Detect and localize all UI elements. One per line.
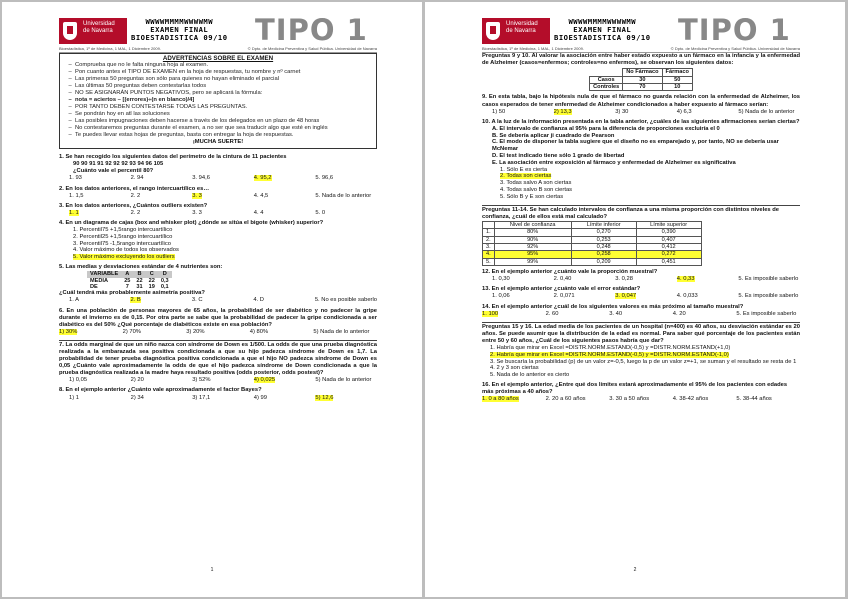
questions-9-10-intro: Preguntas 9 y 10. Al valorar la asociación entre haber estado expuesto a un fármaco en la infancia y la enfermedad de Alzheimer (casos=enfermos; controles=no enfermos), se observan los siguientes datos: [482, 53, 800, 67]
header-title: WWWWMMMMWWWWMW EXAMEN FINAL BIOESTADISTICA 09/10 [554, 17, 651, 42]
warnings-box: ADVERTENCIAS SOBRE EL EXAMEN – Comprueba que no le falta ninguna hoja al examen. – Pon cuanto antes el TIPO DE EXAMEN en la hoja de respuestas, tu nombre y nº carnet – Las primeras 50 preguntas son sólo para quienes no hayan eliminado el parcial – Las últimas 50 preguntas deben contestarlas todos – NO SE ASIGNARÁN PUNTOS NEGATIVOS, pero se aplicará la fórmula: – nota = aciertos – [(errores)÷(n en blanco)/4] – POR TANTO DEBEN CONTESTARSE TODAS LAS PREGUNTAS. – Se pondrán hoy en atl las soluciones – Las posibles impugnaciones deben hacerse a través de los delegados en un plazo de 48 horas – No contestaremos preguntas durante el examen, a no ser que sea traducir algo que esté en inglés – Te puedes llevar estas hojas de preguntas, basta con entregar la hoja de respuestas. ¡MUCHA SUERTE! [59, 53, 377, 149]
page1-content [59, 53, 377, 402]
crest-icon [486, 22, 500, 40]
header-title: WWWWMMMMWWWWMW EXAMEN FINAL BIOESTADISTICA 09/10 [131, 17, 228, 42]
question-5: 5. Las medias y desviaciones estándar de 4 nutrientes son: VARIABLE A B C D MEDIA 25 22 22 0,3 DE 7 31 19 0,1 ¿Cuál tendrá más probablemente asimetría positiva? 1. A 2. B 3. C 4. D 5. No es posible saberlo [59, 264, 378, 304]
question-16: 16. En el ejemplo anterior, ¿Entre qué dos límites estará aproximadamente el 95% de los pacientes con edades más próximas a 40 años? 1. 0 a 80 años 2. 20 a 60 años 3. 30 a 50 años 4. 38-42 años 5. 38-44 años [482, 382, 788, 403]
page2-content [482, 53, 800, 403]
exam-type: TIPO 1 [255, 13, 368, 47]
questions-15-16-section: Preguntas 15 y 16. La edad media de los pacientes de un hospital (n=400) es 40 años, su desviación estándar es 20 años. Se puede asumir que la distribución de la edad es normal. Para saber qué porcentaje de los pacientes están entre 50 y 60 años, ¿Cuál de los siguientes pasos habría que dar? 1. Habría que mirar en Excel =DISTR.NORM.ESTAND(-0,5) y =DISTR.NORM.ESTAND(+1,0) 2. Habría que mirar en Excel =DISTR.NORM.ESTAND(-0,5) y =DISTR.NORM.ESTAND(-1,0) 3. Se buscaría la probabilidad (p) de un valor z=-0,5, luego la p de un valor z=+1, se suman y el resultado se resta de 1 4. 2 y 3 son ciertas 5. Nada de lo anterior es cierto [482, 323, 800, 379]
question-7: 7. La odds marginal de que un niño nazca con síndrome de Down es 1/500. La odds de que una prueba diagnóstica realizada a la embarazada sea positiva condicionada a que su hijo padezca síndrome de Down es 1,7. La probabilidad de tener prueba diagnóstica positiva condicionada a que el hijo NO padezca síndrome de Down es 0,05 ¿Cuánto vale aproximadamente la odds de que el hijo padezca síndrome de Down condicionada a que la prueba diagnóstica realizada a la madre haya resultado positiva (odds posterior, odds postest)? 1) 0,05 2) 20 3) 52% 4) 0,025 5) Nada de lo anterior [59, 341, 377, 384]
question-6: 6. En una población de personas mayores de 65 años, la probabilidad de ser diabético y no padecer la gripe durante el invierno es de 0,15. Por otra parte se sabe que la probabilidad de padecer la gripe condicionada a ser diabético es del 50% ¿Qué porcentaje de diabéticos existe en esa población? 1) 30% 2) 70% 3) 20% 4) 80% 5) Nada de lo anterior [59, 307, 377, 335]
page-number: 2 [633, 567, 637, 573]
question-1: 1. Se han recogido los siguientes datos del perímetro de la cintura de 11 pacientes 90 90 91 91 92 92 92 93 94 96 105 ¿Cuánto vale el percentil 80? 1. 93 2. 94 3. 94,6 4. 95,2 5. 96,6 [59, 154, 334, 182]
question-12: 12. En el ejemplo anterior ¿cuánto vale la proporción muestral? 1. 0,30 2. 0,40 3. 0,28 4. 0,33 5. Es imposible saberlo [482, 269, 799, 283]
question-4: 4. En un diagrama de cajas (box and whisker plot) ¿dónde se sitúa el bigote (whisker) superior? 1. Percentil75 +1,5rango intercuartílico 2. Percentil25 +1,5rango intercuartílico 3. Percentil75 -1,5rango intercuartílico 4. Valor máximo de todos los observados 5. Valor máximo excluyendo los outliers [59, 219, 324, 261]
warnings-list: – Comprueba que no le falta ninguna hoja al examen. – Pon cuanto antes el TIPO DE EXAMEN en la hoja de respuestas, tu nombre y nº carnet – Las primeras 50 preguntas son sólo para quienes no hayan eliminado el parcial – Las últimas 50 preguntas deben contestarlas todos – NO SE ASIGNARÁN PUNTOS NEGATIVOS, pero se aplicará la fórmula: – nota = aciertos – [(errores)÷(n en blanco)/4] – POR TANTO DEBEN CONTESTARSE TODAS LAS PREGUNTAS. – Se pondrán hoy en atl las soluciones – Las posibles impugnaciones deben hacerse a través de los delegados en un plazo de 48 horas – No contestaremos preguntas durante el examen, a no ser que sea traducir algo que esté en inglés – Te puedes llevar estas hojas de preguntas, basta con entregar la hoja de respuestas. [63, 62, 373, 139]
header-subline: Bioestadística, 1º de Medicina, 1 MAL, 1 Diciembre 2009. © Dpto. de Medicina Preventiva y Salud Pública. Universidad de Navarra [482, 46, 800, 51]
question-3: 3. En los datos anteriores, ¿Cuántos outliers existen? 1. 1 2. 2 3. 3 4. 4 5. 0 [59, 202, 326, 216]
question-13: 13. En el ejemplo anterior ¿cuánto vale el error estándar? 1. 0,06 2. 0,071 3. 0,047 4. 0,033 5. Es imposible saberlo [482, 286, 799, 300]
exam-type: TIPO 1 [678, 13, 791, 47]
question-14: 14. En el ejemplo anterior ¿cuál de los siguientes valores es más próximo al tamaño muestral? 1. 100 2. 60 3. 40 4. 20 5. Es imposible saberlo [482, 303, 797, 317]
university-logo: Universidad de Navarra [482, 18, 550, 44]
confidence-interval-table: Nivel de confianza Límite inferior Límite superior 1. 80% 0,270 0,390 2. 90% 0,253 0,407 3. 92% 0,248 0,412 4. 95% 0,258 0,272 5. 99% 0,209 0,451 [482, 221, 702, 266]
page-header [59, 13, 393, 47]
exam-page-1 [2, 2, 422, 597]
question-9: 9. En esta tabla, bajo la hipótesis nula de que el fármaco no guarda relación con la enfermedad de Alzheimer, los casos esperados de tener enfermedad de Alzheimer condicionados a haber expuesto al fármaco serían: 1) 50 2) 13,3 3) 30 4) 6,3 5) Nada de lo anterior [482, 94, 800, 115]
question-2: 2. En los datos anteriores, el rango intercuartílico es… 1. 1,5 2. 2 3. 3 4. 4,5 5. Nada de lo anterior [59, 185, 372, 199]
nutrients-table: VARIABLE A B C D MEDIA 25 22 22 0,3 DE 7 31 19 0,1 [87, 271, 172, 290]
header-subline: Bioestadística, 1º de Medicina, 1 MAL, 1 Diciembre 2009. © Dpto. de Medicina Preventiva y Salud Pública. Universidad de Navarra [59, 46, 377, 51]
crest-icon [63, 22, 77, 40]
page-number: 1 [210, 567, 214, 573]
questions-11-14-section: Preguntas 11-14. Se han calculado intervalos de confianza a una misma proporción con distintos niveles de confianza, ¿cuál de ellos está mal calculado? Nivel de confianza Límite inferior Límite superior 1. 80% 0,270 0,390 2. 90% 0,253 0,407 3. 92% 0,248 0,412 4. 95% 0,258 0,272 5. 99% 0,209 0,451 [482, 205, 800, 267]
alzheimer-table: No Fármaco Fármaco Casos 30 50 Controles 70 10 [589, 68, 693, 91]
question-10: 10. A la luz de la información presentada en la tabla anterior, ¿cuáles de las siguientes afirmaciones serían ciertas? A. El intervalo de confianza al 95% para la diferencia de proporciones excluiría el 0 B. Se debería aplicar ji cuadrado de Pearson C. El modo de disponer la tabla sugiere que el diseño no es emparejado y, por tanto, NO se debería usar McNemar D. El test indicado tiene sólo 1 grado de libertad E. La asociación entre exposición al fármaco y enfermedad de Alzheimer es significativa 1. Sólo E es cierta 2. Todas son ciertas 3. Todas salvo A son ciertas 4. Todas salvo B son ciertas 5. Sólo B y E son ciertas [482, 118, 800, 200]
question-8: 8. En el ejemplo anterior ¿Cuánto vale aproximadamente el factor Bayes? 1) 1 2) 34 3) 17,1 4) 99 5) 12,6 [59, 387, 334, 401]
page-header [482, 13, 816, 47]
university-logo: Universidad de Navarra [59, 18, 127, 44]
exam-page-2 [425, 2, 845, 597]
